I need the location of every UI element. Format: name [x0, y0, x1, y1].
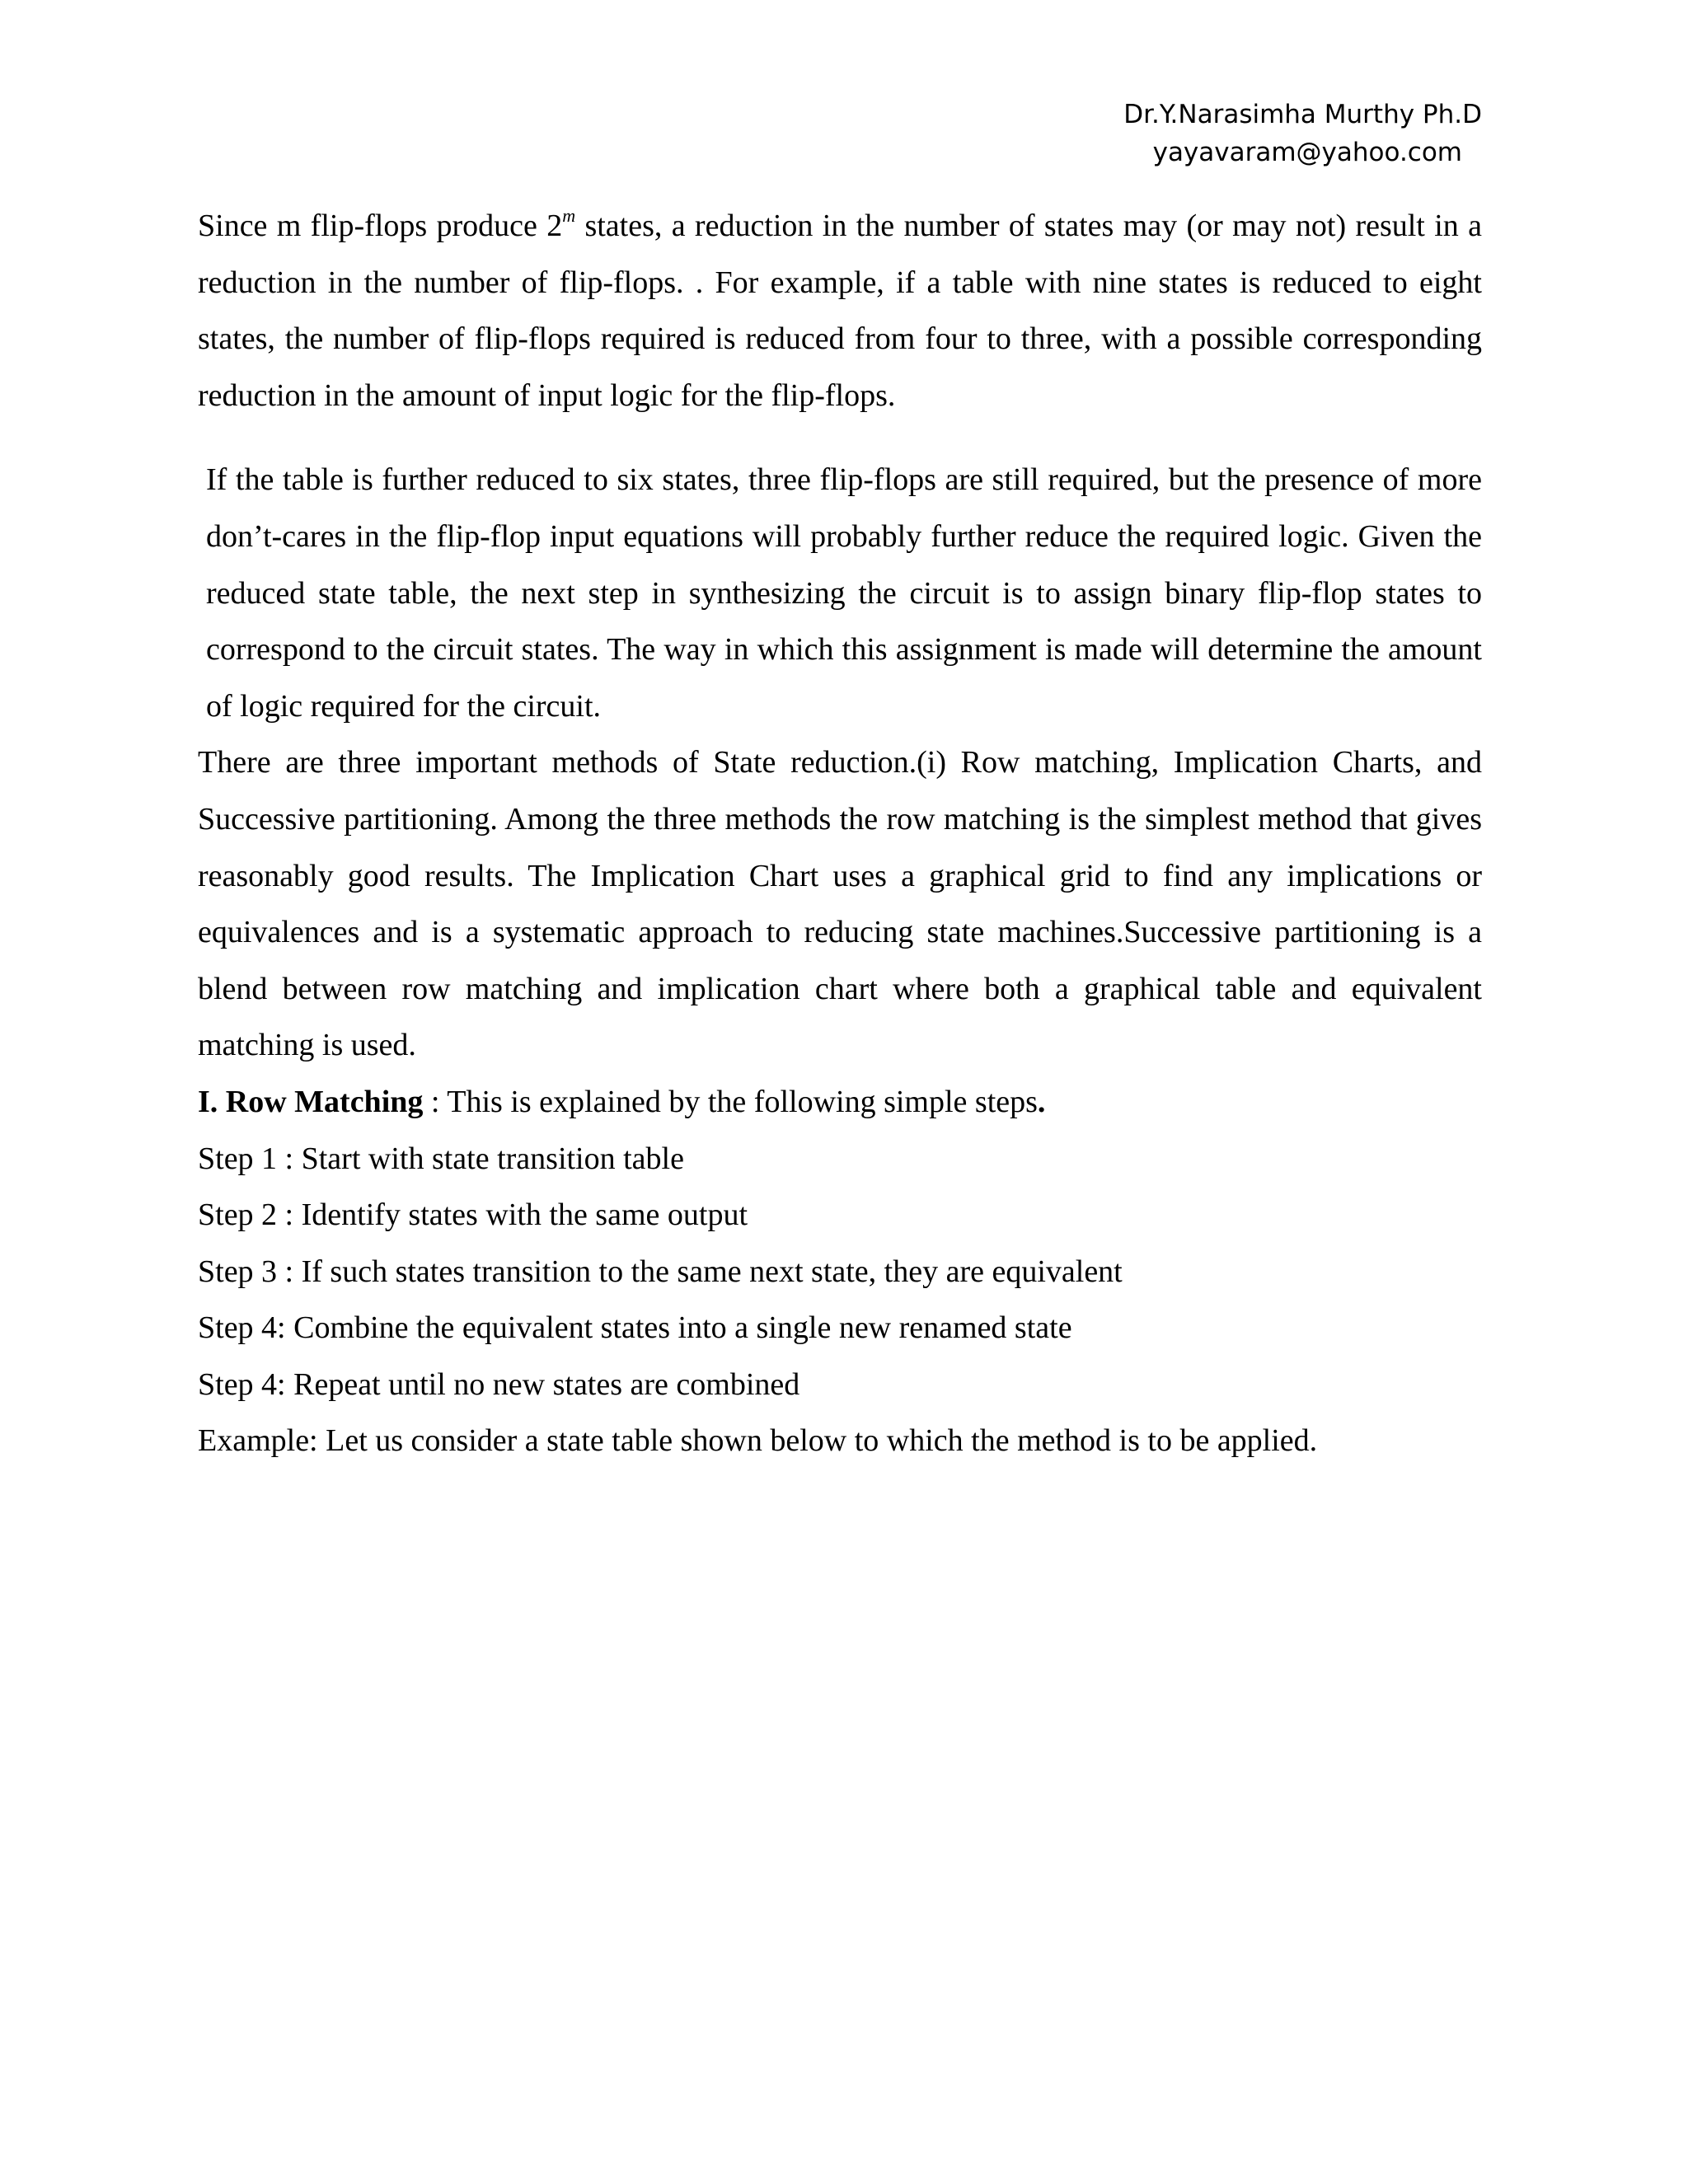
step-item: Step 4: Combine the equivalent states into a single new renamed state: [198, 1310, 1072, 1346]
step-item: Step 4: Repeat until no new states are combined: [198, 1366, 800, 1402]
document-body: [198, 198, 1482, 1469]
step-item: Step 2 : Identify states with the same output: [198, 1197, 748, 1233]
paragraph-reduction-methods: There are three important methods of State reduction.(i) Row matching, Implication Charts, and Successive partitioning. Among the three methods the row matching is the simplest method that gives reasonably good results. The Implication Chart uses a graphical grid to find any implications or equivalences and is a systematic approach to reducing state machines.Successive partitioning is a blend between row matching and implication chart where both a graphical table and equivalent matching is used.: [198, 745, 1482, 1063]
step-item: Step 3 : If such states transition to the same next state, they are equivalent: [198, 1254, 1123, 1289]
author-email: yayavaram@yahoo.com: [1152, 138, 1462, 167]
paragraph-flip-flop-states: Since m flip-flops produce 2$^m$ states, a reduction in the number of states may (or may not) result in a reduction in the number of flip-flops. . For example, if a table with nine states is reduced to eight states, the number of flip-flops required is reduced from four to three, with a possible corresponding reduction in the amount of input logic for the flip-flops.: [198, 205, 1482, 413]
example-text: Example: Let us consider a state table shown below to which the method is to be applied.: [198, 1423, 1318, 1459]
step-item: Step 1 : Start with state transition table: [198, 1141, 684, 1176]
page-header: [1123, 96, 1482, 171]
author-name: Dr.Y.Narasimha Murthy Ph.D: [1123, 100, 1482, 129]
section-heading-row-matching: I. Row Matching : This is explained by the following simple steps.: [198, 1084, 1046, 1119]
superscript-m: m: [562, 205, 576, 226]
paragraph-reduced-states: If the table is further reduced to six states, three flip-flops are still required, but the presence of more don’t-cares in the flip-flop input equations will probably further reduce the required logic. Given the reduced state table, the next step in synthesizing the circuit is to assign binary flip-flop states to correspond to the circuit states. The way in which this assignment is made will determine the amount of logic required for the circuit.: [206, 462, 1482, 724]
